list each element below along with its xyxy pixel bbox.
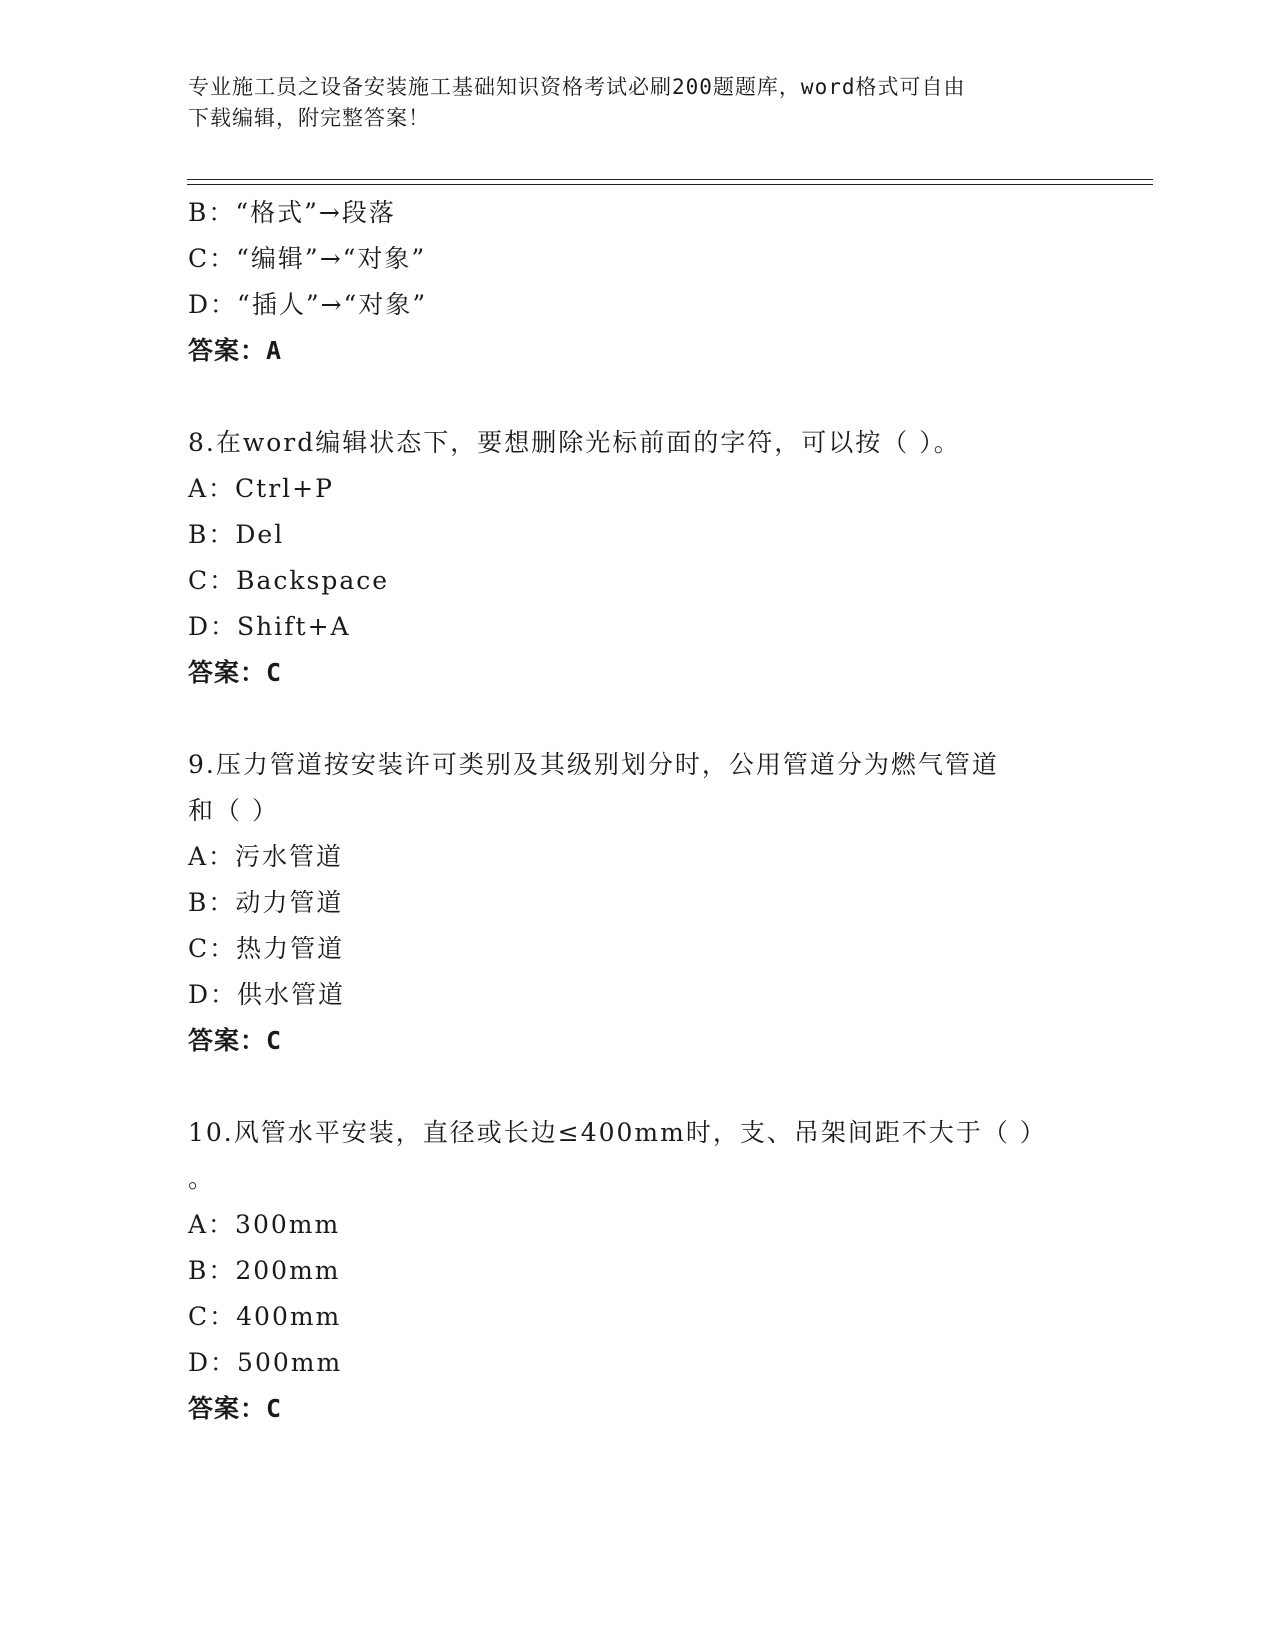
option-d: D：Shift+A bbox=[188, 612, 351, 641]
question-8 bbox=[188, 420, 1088, 696]
option-a: A：Ctrl+P bbox=[188, 474, 334, 503]
question-stem: 9.压力管道按安装许可类别及其级别划分时，公用管道分为燃气管道 bbox=[188, 750, 999, 779]
answer-line: 答案：C bbox=[188, 658, 283, 687]
option-a: A：污水管道 bbox=[188, 842, 344, 871]
question-stem: 8.在word编辑状态下，要想删除光标前面的字符，可以按（ ）。 bbox=[188, 428, 961, 457]
option-b: B：Del bbox=[188, 520, 285, 549]
option-c: C：Backspace bbox=[188, 566, 390, 595]
header-divider-bottom bbox=[187, 184, 1153, 185]
question-stem: 10.风管水平安装，直径或长边≤400mm时，支、吊架间距不大于（ ） bbox=[188, 1118, 1047, 1147]
option-b: B：动力管道 bbox=[188, 888, 344, 917]
option-d: D：供水管道 bbox=[188, 980, 346, 1009]
spacer bbox=[188, 1064, 1088, 1110]
spacer bbox=[188, 696, 1088, 742]
option-d: D：500mm bbox=[188, 1348, 343, 1377]
question-stem-continued: 。 bbox=[188, 1164, 216, 1193]
question-list bbox=[188, 190, 1088, 1432]
header-line-2: 下载编辑，附完整答案！ bbox=[188, 106, 430, 130]
question-7-tail bbox=[188, 190, 1088, 374]
option-c: C：400mm bbox=[188, 1302, 342, 1331]
page-header bbox=[188, 72, 1088, 134]
option-a: A：300mm bbox=[188, 1210, 341, 1239]
question-9 bbox=[188, 742, 1088, 1064]
question-10 bbox=[188, 1110, 1088, 1432]
answer-line: 答案：C bbox=[188, 1394, 283, 1423]
spacer bbox=[188, 374, 1088, 420]
option-d: D：“插人”→“对象” bbox=[188, 290, 428, 319]
header-line-1: 专业施工员之设备安装施工基础知识资格考试必刷200题题库，word格式可自由 bbox=[188, 75, 966, 99]
option-b: B：200mm bbox=[188, 1256, 341, 1285]
question-stem-continued: 和（ ） bbox=[188, 796, 279, 825]
answer-line: 答案：A bbox=[188, 336, 283, 365]
option-c: C：“编辑”→“对象” bbox=[188, 244, 427, 273]
option-c: C：热力管道 bbox=[188, 934, 345, 963]
answer-line: 答案：C bbox=[188, 1026, 283, 1055]
option-b: B：“格式”→段落 bbox=[188, 198, 396, 227]
header-divider-top bbox=[187, 179, 1153, 180]
